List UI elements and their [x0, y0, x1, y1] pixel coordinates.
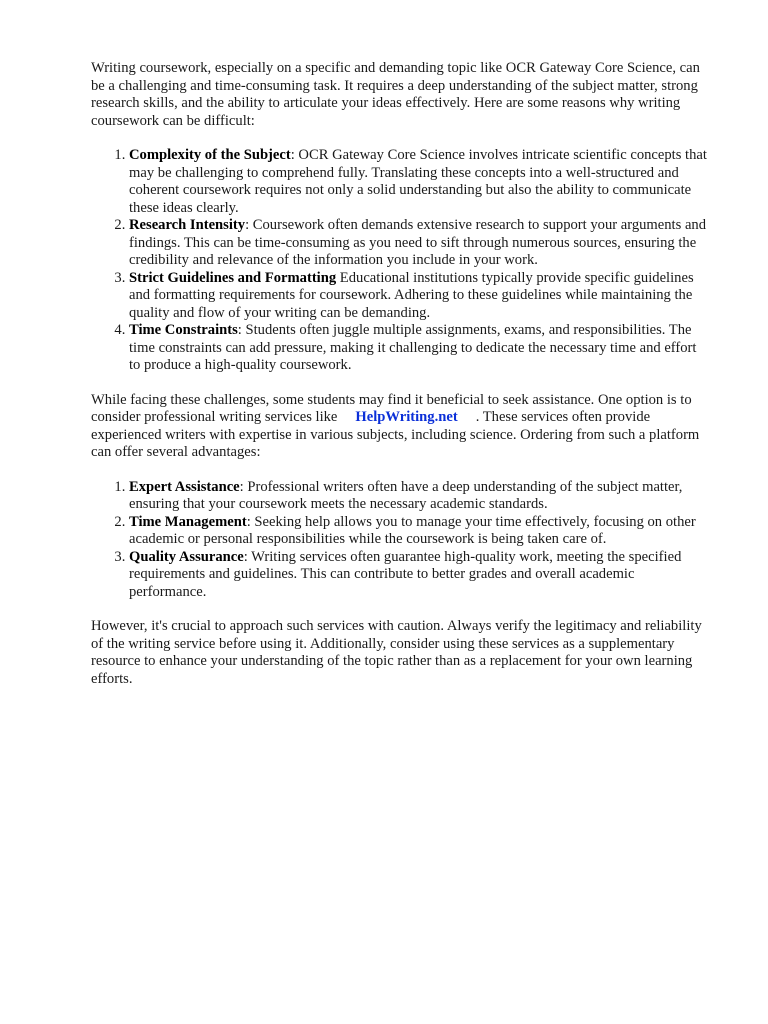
- list-item-term: Quality Assurance: [129, 548, 244, 565]
- helpwriting-link[interactable]: HelpWriting.net: [355, 409, 458, 425]
- list-item-term: Time Constraints: [129, 322, 238, 338]
- list-item-text: : Professional writers often have a deep understanding of the subject matter, ensuring that your coursework meets the necessary academic standards.: [129, 478, 683, 512]
- list-item-term: Complexity of the Subject: [129, 147, 291, 163]
- list-item-text: : OCR Gateway Core Science involves intricate scientific concepts that may be challenging to comprehend fully. Translating these concepts into a well-structured and coherent coursework requires not only a solid understanding but also the ability to communicate these ideas clearly.: [129, 147, 707, 216]
- list-item-text: : Seeking help allows you to manage your time effectively, focusing on other academic or personal responsibilities while the coursework is being taken care of.: [129, 513, 696, 547]
- services-paragraph: [91, 392, 711, 462]
- intro-paragraph: Writing coursework, especially on a specific and demanding topic like OCR Gateway Core Science, can be a challenging and time-consuming task. It requires a deep understanding of the subject matter, strong research skills, and the ability to articulate your ideas effectively. Here are some reasons why writing coursework can be difficult:: [91, 60, 700, 129]
- list-item: [129, 270, 711, 323]
- list-item: [129, 147, 711, 217]
- closing-paragraph: However, it's crucial to approach such services with caution. Always verify the legitimacy and reliability of the writing service before using it. Additionally, consider using these services as a supplementary resource to enhance your understanding of the topic rather than as a replacement for your own learning efforts.: [91, 618, 702, 687]
- list-item-text: : Writing services often guarantee high-quality work, meeting the specified requirements and guidelines. This can contribute to better grades and overall academic performance.: [129, 548, 682, 600]
- challenges-list: [91, 147, 711, 375]
- list-item-text: : Students often juggle multiple assignments, exams, and responsibilities. The time constraints can add pressure, making it challenging to dedicate the necessary time and effort to produce a high-quality coursework.: [129, 322, 697, 373]
- services-text-before: While facing these challenges, some students may find it beneficial to seek assistance. One option is to consider professional writing services like: [91, 391, 692, 425]
- advantages-list: [91, 479, 711, 602]
- list-item: [129, 514, 711, 549]
- services-text-after: . These services often provide experienced writers with expertise in various subjects, including science. Ordering from such a platform can offer several advantages:: [91, 409, 700, 460]
- list-item: [129, 549, 711, 602]
- list-item: [129, 479, 711, 514]
- list-item-term: Research Intensity: [129, 217, 246, 233]
- list-item-term: Strict Guidelines and Formatting: [129, 269, 337, 286]
- list-item: [129, 322, 711, 375]
- list-item-term: Expert Assistance: [129, 478, 240, 495]
- list-item-text: Educational institutions typically provide specific guidelines and formatting requirements for coursework. Adhering to these guidelines while maintaining the quality and flow of your writing can be demanding.: [129, 269, 694, 321]
- list-item-text: : Coursework often demands extensive research to support your arguments and findings. This can be time-consuming as you need to sift through numerous sources, ensuring the credibility and relevance of the information you include in your work.: [129, 217, 707, 268]
- list-item-term: Time Management: [129, 513, 247, 530]
- document-page: [91, 60, 711, 705]
- list-item: [129, 217, 711, 270]
